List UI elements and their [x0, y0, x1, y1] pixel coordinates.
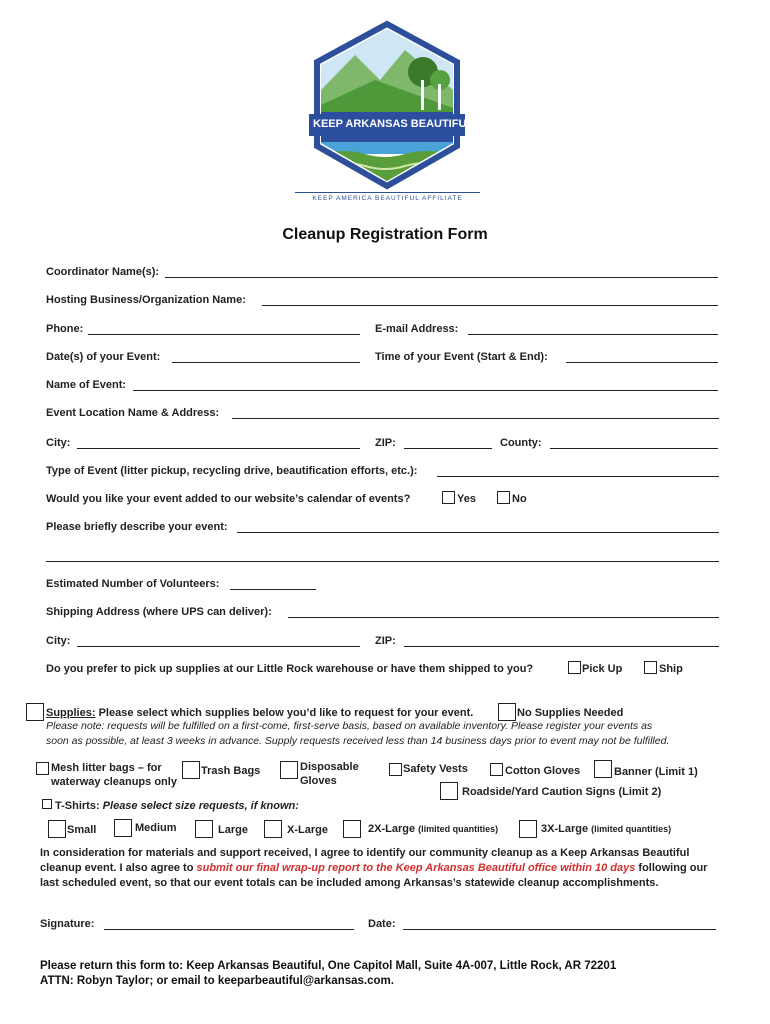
size-large-label: Large	[218, 824, 248, 836]
agreement-line1: In consideration for materials and support received, I agree to identify our community cleanup as a Keep Arkansas Beautiful	[40, 847, 690, 859]
date-label: Date:	[368, 918, 396, 930]
hosting-field[interactable]	[262, 293, 718, 306]
location-label: Event Location Name & Address:	[46, 407, 220, 419]
agreement-line3: last scheduled event, so that our event totals can be included among Arkansas’s statewide cleanup accomplishments.	[40, 877, 659, 889]
coordinator-field[interactable]	[165, 265, 718, 278]
email-label: E-mail Address:	[375, 323, 459, 335]
page-title: Cleanup Registration Form	[282, 226, 488, 243]
zip-label: ZIP:	[375, 437, 396, 449]
time-label: Time of your Event (Start & End):	[375, 351, 548, 363]
shipping-field[interactable]	[288, 605, 719, 618]
size-large-checkbox[interactable]	[195, 820, 213, 838]
dates-label: Date(s) of your Event:	[46, 351, 161, 363]
size-medium-label: Medium	[135, 822, 177, 834]
size-2xlarge-limited: (limited quantities)	[418, 824, 499, 834]
signs-label: Roadside/Yard Caution Signs (Limit 2)	[462, 786, 662, 798]
size-2xlarge-label: 2X-Large	[368, 823, 416, 835]
dates-field[interactable]	[172, 350, 360, 363]
ship-checkbox[interactable]	[644, 661, 657, 674]
cotton-gloves-checkbox[interactable]	[490, 763, 503, 776]
coordinator-label: Coordinator Name(s):	[46, 266, 160, 278]
tshirts-line	[55, 800, 299, 812]
type-field[interactable]	[437, 464, 719, 477]
pickup-question: Do you prefer to pick up supplies at our Little Rock warehouse or have them shipped to you?	[46, 663, 534, 675]
size-3xlarge-label: 3X-Large	[541, 823, 589, 835]
calendar-question: Would you like your event added to our website’s calendar of events?	[46, 493, 411, 505]
size-3xlarge-line	[541, 823, 671, 835]
phone-label: Phone:	[46, 323, 84, 335]
volunteers-field[interactable]	[230, 577, 316, 590]
time-field[interactable]	[566, 350, 718, 363]
trash-bags-checkbox[interactable]	[182, 761, 200, 779]
phone-field[interactable]	[88, 322, 360, 335]
logo	[305, 20, 474, 205]
supplies-checkbox[interactable]	[26, 703, 44, 721]
agreement-line2a: cleanup event. I also agree to	[40, 862, 197, 874]
return-line2: ATTN: Robyn Taylor; or email to keeparbeautiful@arkansas.com.	[40, 975, 394, 987]
city-field[interactable]	[77, 436, 360, 449]
tshirts-heading: T-Shirts:	[55, 800, 100, 812]
return-line1: Please return this form to: Keep Arkansas Beautiful, One Capitol Mall, Suite 4A-007, Little Rock, AR 72201	[40, 960, 617, 972]
supplies-heading-rest: Please select which supplies below you’d like to request for your event.	[95, 707, 474, 719]
no-supplies-checkbox[interactable]	[498, 703, 516, 721]
size-2xlarge-checkbox[interactable]	[343, 820, 361, 838]
no-checkbox[interactable]	[497, 491, 510, 504]
volunteers-label: Estimated Number of Volunteers:	[46, 578, 220, 590]
size-small-checkbox[interactable]	[48, 820, 66, 838]
gloves-checkbox[interactable]	[280, 761, 298, 779]
agreement-line2c: following our	[635, 862, 708, 874]
tshirts-rest: Please select size requests, if known:	[99, 800, 299, 812]
gloves-label-1: Disposable	[300, 761, 359, 773]
agreement-highlight: submit our final wrap-up report to the Keep Arkansas Beautiful office within 10 days	[196, 862, 636, 874]
describe-field-line1[interactable]	[237, 520, 719, 533]
signs-checkbox[interactable]	[440, 782, 458, 800]
size-2xlarge-line	[368, 823, 498, 835]
size-3xlarge-limited: (limited quantities)	[591, 824, 672, 834]
county-field[interactable]	[550, 436, 718, 449]
hosting-label: Hosting Business/Organization Name:	[46, 294, 246, 306]
signature-field[interactable]	[104, 917, 354, 930]
zip-field[interactable]	[404, 436, 492, 449]
logo-graphic	[305, 20, 474, 205]
tshirts-checkbox[interactable]	[42, 799, 52, 809]
pickup-label: Pick Up	[582, 663, 623, 675]
mesh-bags-checkbox[interactable]	[36, 762, 49, 775]
size-xlarge-label: X-Large	[287, 824, 328, 836]
zip2-field[interactable]	[404, 634, 719, 647]
city-label: City:	[46, 437, 71, 449]
city2-field[interactable]	[77, 634, 360, 647]
mesh-bags-label-1: Mesh litter bags – for	[51, 762, 162, 774]
yes-label: Yes	[457, 493, 476, 505]
zip2-label: ZIP:	[375, 635, 396, 647]
gloves-label-2: Gloves	[300, 775, 337, 787]
logo-affiliate-text: KEEP AMERICA BEAUTIFUL AFFILIATE	[295, 192, 480, 202]
cotton-gloves-label: Cotton Gloves	[505, 765, 581, 777]
email-field[interactable]	[468, 322, 718, 335]
mesh-bags-label-2: waterway cleanups only	[51, 776, 177, 788]
location-field[interactable]	[232, 406, 719, 419]
type-label: Type of Event (litter pickup, recycling drive, beautification efforts, etc.):	[46, 465, 418, 477]
vests-checkbox[interactable]	[389, 763, 402, 776]
yes-checkbox[interactable]	[442, 491, 455, 504]
shipping-label: Shipping Address (where UPS can deliver):	[46, 606, 272, 618]
describe-label: Please briefly describe your event:	[46, 521, 228, 533]
event-name-field[interactable]	[133, 378, 718, 391]
supplies-heading: Supplies:	[46, 707, 96, 719]
size-medium-checkbox[interactable]	[114, 819, 132, 837]
event-name-label: Name of Event:	[46, 379, 127, 391]
trash-bags-label: Trash Bags	[201, 765, 261, 777]
size-xlarge-checkbox[interactable]	[264, 820, 282, 838]
supplies-note-line1: Please note: requests will be fulfilled on a first-come, first-serve basis, based on available inventory. Please register your events as	[46, 720, 653, 732]
date-field[interactable]	[403, 917, 716, 930]
signature-label: Signature:	[40, 918, 95, 930]
city2-label: City:	[46, 635, 71, 647]
vests-label: Safety Vests	[403, 763, 468, 775]
no-supplies-label: No Supplies Needed	[517, 707, 624, 719]
supplies-note-line2: soon as possible, at least 3 weeks in advance. Supply requests received less than 14 business days prior to event may not be fulfilled.	[46, 735, 670, 747]
no-label: No	[512, 493, 527, 505]
ship-label: Ship	[659, 663, 683, 675]
county-label: County:	[500, 437, 542, 449]
size-3xlarge-checkbox[interactable]	[519, 820, 537, 838]
size-small-label: Small	[67, 824, 97, 836]
banner-checkbox[interactable]	[594, 760, 612, 778]
agreement-line2	[40, 862, 707, 874]
supplies-heading-line	[46, 707, 473, 719]
banner-label: Banner (Limit 1)	[614, 766, 698, 778]
logo-banner-text: KEEP ARKANSAS BEAUTIFUL	[313, 118, 474, 130]
describe-field-line2[interactable]	[46, 549, 719, 562]
pickup-checkbox[interactable]	[568, 661, 581, 674]
